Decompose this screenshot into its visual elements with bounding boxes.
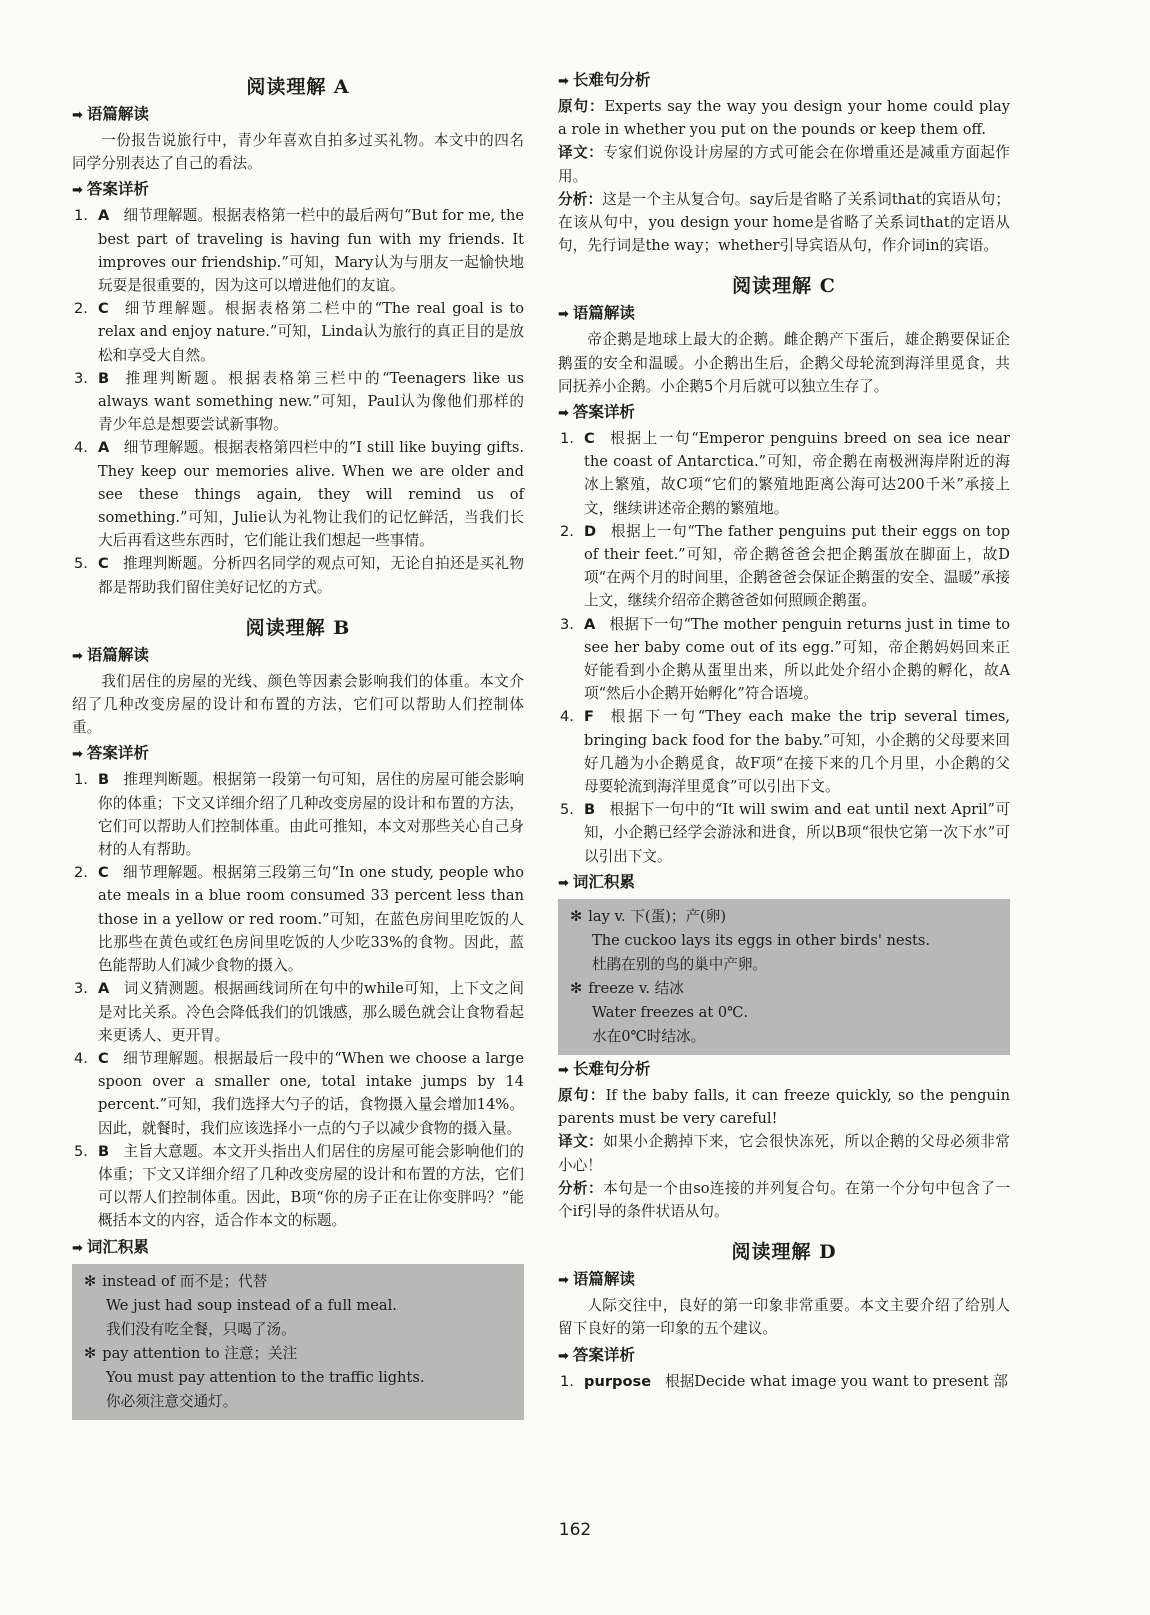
answer-item: 2. C 细节理解题。根据第三段第三句“In one study, people who ate meals in a blue room consumed 33 percent less than those in a yellow or red room.”可知，在蓝色房间里吃饭的人比那些在黄色或红色房间里吃饭的人少吃33%的食物。因此，蓝色能帮助人们减少食物的摄入。	[74, 864, 524, 975]
vocab-example: We just had soup instead of a full meal.	[106, 1296, 397, 1314]
answer-item: 5. C 推理判断题。分析四名同学的观点可知，无论自拍还是买礼物都是帮助我们留住美好记忆的方式。	[74, 555, 524, 596]
arrow-bullet-icon: ➡	[558, 307, 569, 323]
arrow-bullet-icon: ➡	[558, 406, 569, 422]
subhead: ➡ 词汇积累	[558, 872, 635, 891]
passage-summary: 人际交往中，良好的第一印象非常重要。本文主要介绍了给别人留下良好的第一印象的五个建议。	[558, 1297, 1010, 1338]
translation: 译文：如果小企鹅掉下来，它会很快冻死，所以企鹅的父母必须非常小心！	[558, 1133, 1010, 1174]
subhead: ➡ 答案详析	[72, 744, 149, 763]
vocab-translation: 水在0℃时结冰。	[592, 1027, 706, 1045]
subhead: ➡ 词汇积累	[72, 1237, 149, 1256]
left-column	[72, 66, 524, 1420]
vocab-word: ✻ instead of 而不是；代替	[84, 1272, 268, 1290]
original-sentence: 原句：If the baby falls, it can freeze quickly, so the penguin parents must be very careful!	[558, 1086, 1010, 1128]
vocab-example: Water freezes at 0℃.	[592, 1003, 749, 1021]
answer-item: 3. A 词义猜测题。根据画线词所在句中的while可知，上下文之间是对比关系。冷色会降低我们的饥饿感，那么暖色就会让食物看起来更诱人、更开胃。	[74, 980, 524, 1044]
star-bullet-icon: ✻	[84, 1272, 97, 1290]
star-bullet-icon: ✻	[570, 907, 583, 925]
subhead: ➡ 语篇解读	[72, 645, 149, 664]
vocab-translation: 我们没有吃全餐，只喝了汤。	[106, 1320, 296, 1338]
vocab-box	[558, 899, 1010, 1055]
star-bullet-icon: ✻	[570, 979, 583, 997]
arrow-bullet-icon: ➡	[72, 648, 83, 664]
answer-item: 4. F 根据下一句“They each make the trip several times, bringing back food for the baby.”可知，小企鹅的父母要来回好几趟为小企鹅觅食，故F项“在接下来的几个月里，小企鹅的父母要轮流到海洋里觅食”可以引出下文。	[560, 708, 1010, 796]
subhead: ➡ 长难句分析	[558, 1059, 651, 1078]
section-title-c: 阅读理解 C	[732, 275, 836, 298]
answer-item: 2. D 根据上一句“The father penguins put their eggs on top of their feet.”可知，帝企鹅爸爸会把企鹅蛋放在脚面上，故D项“在两个月的时间里，企鹅爸爸会保证企鹅蛋的安全、温暖”承接上文，继续介绍帝企鹅爸爸如何照顾企鹅蛋。	[560, 522, 1010, 610]
answer-item: 3. A 根据下一句“The mother penguin returns just in time to see her baby come out of its egg.”可知，帝企鹅妈妈回来正好能看到小企鹅从蛋里出来，所以此处介绍小企鹅的孵化，故A项“然后小企鹅开始孵化”符合语境。	[560, 615, 1010, 703]
analysis: 分析：本句是一个由so连接的并列复合句。在第一个分句中包含了一个if引导的条件状语从句。	[558, 1179, 1010, 1220]
arrow-bullet-icon: ➡	[558, 1273, 569, 1289]
vocab-example: The cuckoo lays its eggs in other birds' nests.	[592, 931, 931, 949]
answer-item: 1. purpose 根据Decide what image you want to present 部	[560, 1372, 1009, 1390]
answer-item: 4. C 细节理解题。根据最后一段中的“When we choose a large spoon over a smaller one, total intake jumps by 14 percent.”可知，我们选择大勺子的话，食物摄入量会增加14%。因此，就餐时，我们应该选择小一点的勺子以减少食物的摄入量。	[74, 1049, 524, 1137]
arrow-bullet-icon: ➡	[558, 1348, 569, 1364]
answer-item: 5. B 主旨大意题。本文开头指出人们居住的房屋可能会影响他们的体重；下文又详细介绍了几种改变房屋的设计和布置的方法，它们可以帮人们控制体重。因此，B项“你的房子正在让你变胖吗？”能概括本文的内容，适合作本文的标题。	[74, 1142, 524, 1230]
vocab-translation: 你必须注意交通灯。	[106, 1392, 238, 1410]
arrow-bullet-icon: ➡	[72, 108, 83, 123]
passage-summary: 一份报告说旅行中，青少年喜欢自拍多过买礼物。本文中的四名同学分别表达了自己的看法。	[72, 132, 524, 173]
passage-summary: 我们居住的房屋的光线、颜色等因素会影响我们的体重。本文介绍了几种改变房屋的设计和布置的方法，它们可以帮助人们控制体重。	[72, 672, 524, 737]
vocab-word: ✻ freeze v. 结冰	[570, 979, 684, 997]
arrow-bullet-icon: ➡	[558, 875, 569, 891]
arrow-bullet-icon: ➡	[72, 747, 83, 763]
original-sentence: 原句：Experts say the way you design your home could play a role in whether you put on the pounds or keep them off.	[558, 98, 1010, 139]
passage-summary: 帝企鹅是地球上最大的企鹅。雌企鹅产下蛋后，雄企鹅要保证企鹅蛋的安全和温暖。小企鹅出生后，企鹅父母轮流到海洋里觅食，共同抚养小企鹅。小企鹅5个月后就可以独立生存了。	[558, 331, 1010, 395]
right-column	[558, 66, 1010, 1393]
answer-item: 1. C 根据上一句“Emperor penguins breed on sea ice near the coast of Antarctica.”可知，帝企鹅在南极洲海岸附近的海冰上繁殖，故C项“它们的繁殖地距离公海可达200千米”承接上文，继续讲述帝企鹅的繁殖地。	[560, 430, 1010, 517]
vocab-word: ✻ pay attention to 注意；关注	[84, 1344, 298, 1362]
arrow-bullet-icon: ➡	[72, 183, 83, 199]
subhead: ➡ 语篇解读	[558, 304, 635, 323]
translation: 译文：专家们说你设计房屋的方式可能会在你增重还是减重方面起作用。	[558, 144, 1010, 185]
subhead: ➡ 语篇解读	[558, 1270, 635, 1289]
analysis: 分析：这是一个主从复合句。say后是省略了关系词that的宾语从句；在该从句中，you design your home是省略了关系词that的定语从句，先行词是the way；whether引导宾语从句，作介词in的宾语。	[558, 190, 1010, 255]
answer-item: 1. A 细节理解题。根据表格第一栏中的最后两句“But for me, the best part of traveling is having fun with my friends. It improves our friendship.”可知，Mary认为与朋友一起愉快地玩耍是很重要的，因为这可以增进他们的友谊。	[74, 207, 524, 295]
section-title-b: 阅读理解 B	[245, 616, 351, 639]
section-title-d: 阅读理解 D	[731, 1241, 837, 1264]
vocab-box	[72, 1264, 524, 1420]
answer-item: 3. B 推理判断题。根据表格第三栏中的“Teenagers like us always want something new.”可知，Paul认为像他们那样的青少年总是想要尝试新事物。	[74, 369, 524, 434]
subhead: ➡ 语篇解读	[72, 105, 149, 123]
vocab-translation: 杜鹃在别的鸟的巢中产卵。	[592, 955, 768, 973]
answer-item: 1. B 推理判断题。根据第一段第一句可知，居住的房屋可能会影响你的体重；下文又详细介绍了几种改变房屋的设计和布置的方法，它们可以帮助人们控制体重。由此可推知，本文对那些关心自己身材的人有帮助。	[74, 771, 524, 859]
subhead: ➡ 答案详析	[72, 180, 149, 199]
star-bullet-icon: ✻	[84, 1344, 97, 1362]
section-title-a: 阅读理解 A	[246, 76, 350, 98]
subhead: ➡ 答案详析	[558, 1345, 635, 1364]
subhead: ➡ 答案详析	[558, 403, 635, 422]
page-number: 162	[558, 1520, 592, 1540]
vocab-example: You must pay attention to the traffic lights.	[106, 1368, 425, 1386]
arrow-bullet-icon: ➡	[72, 1240, 83, 1256]
arrow-bullet-icon: ➡	[558, 74, 569, 89]
answer-item: 4. A 细节理解题。根据表格第四栏中的“I still like buying gifts. They keep our memories alive. When we are older and see these things again, they will remind us of something.”可知，Julie认为礼物让我们的记忆鲜活，当我们长大后再看这些东西时，它们能让我们想起一些事情。	[74, 439, 524, 550]
answer-item: 2. C 细节理解题。根据表格第二栏中的“The real goal is to relax and enjoy nature.”可知，Linda认为旅行的真正目的是放松和享受大自然。	[74, 300, 524, 364]
vocab-word: ✻ lay v. 下(蛋)；产(卵)	[570, 907, 727, 925]
arrow-bullet-icon: ➡	[558, 1062, 569, 1078]
subhead: ➡ 长难句分析	[558, 71, 651, 89]
answer-item: 5. B 根据下一句中的“It will swim and eat until next April”可知，小企鹅已经学会游泳和进食，所以B项“很快它第一次下水”可以引出下文。	[560, 801, 1010, 865]
